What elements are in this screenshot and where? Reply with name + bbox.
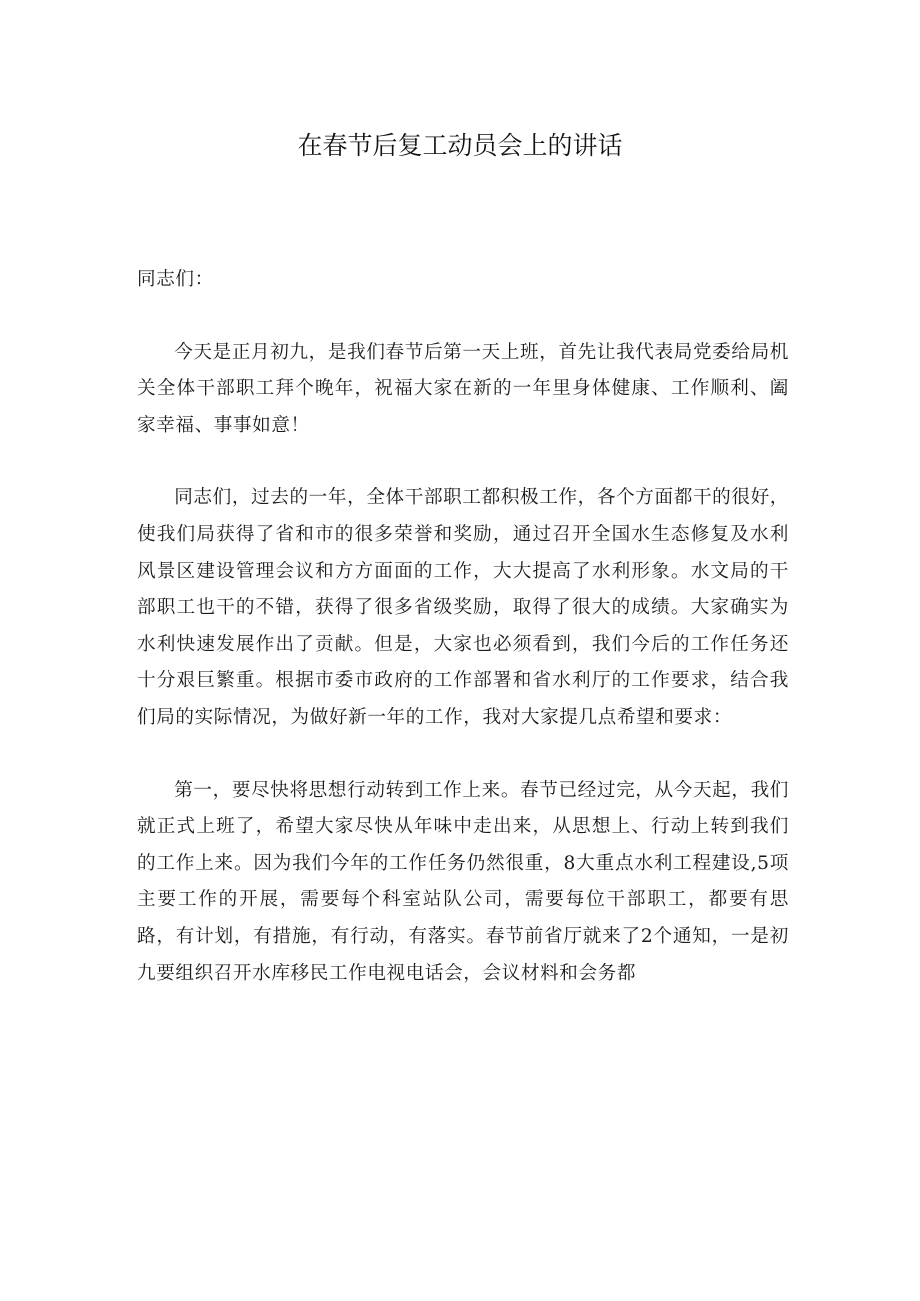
paragraph-greeting: 今天是正月初九，是我们春节后第一天上班，首先让我代表局党委给局机关全体干部职工拜个晚年，祝福大家在新的一年里身体健康、工作顺利、阖家幸福、事事如意！ xyxy=(137,341,789,436)
document-title: 在春节后复工动员会上的讲话 xyxy=(297,131,623,160)
paragraph-review: 同志们，过去的一年，全体干部职工都积极工作，各个方面都干的很好，使我们局获得了省和市的很多荣誉和奖励，通过召开全国水生态修复及水利风景区建设管理会议和方方面面的工作，大大提高了水利形象。水文局的干部职工也干的不错，获得了很多省级奖励，取得了很大的成绩。大家确实为水利快速发展作出了贡献。但是，大家也必须看到，我们今后的工作任务还十分艰巨繁重。根据市委市政府的工作部署和省水利厅的工作要求，结合我们局的实际情况，为做好新一年的工作，我对大家提几点希望和要求： xyxy=(137,487,789,728)
document-body xyxy=(137,262,789,1028)
paragraph-first-point: 第一，要尽快将思想行动转到工作上来。春节已经过完，从今天起，我们就正式上班了，希望大家尽快从年味中走出来，从思想上、行动上转到我们的工作上来。因为我们今年的工作任务仍然很重，8大重点水利工程建设,5项主要工作的开展，需要每个科室站队公司，需要每位干部职工，都要有思路，有计划，有措施，有行动，有落实。春节前省厅就来了2个通知，一是初九要组织召开水库移民工作电视电话会，会议材料和会务都 xyxy=(137,779,789,984)
salutation: 同志们： xyxy=(137,269,214,290)
